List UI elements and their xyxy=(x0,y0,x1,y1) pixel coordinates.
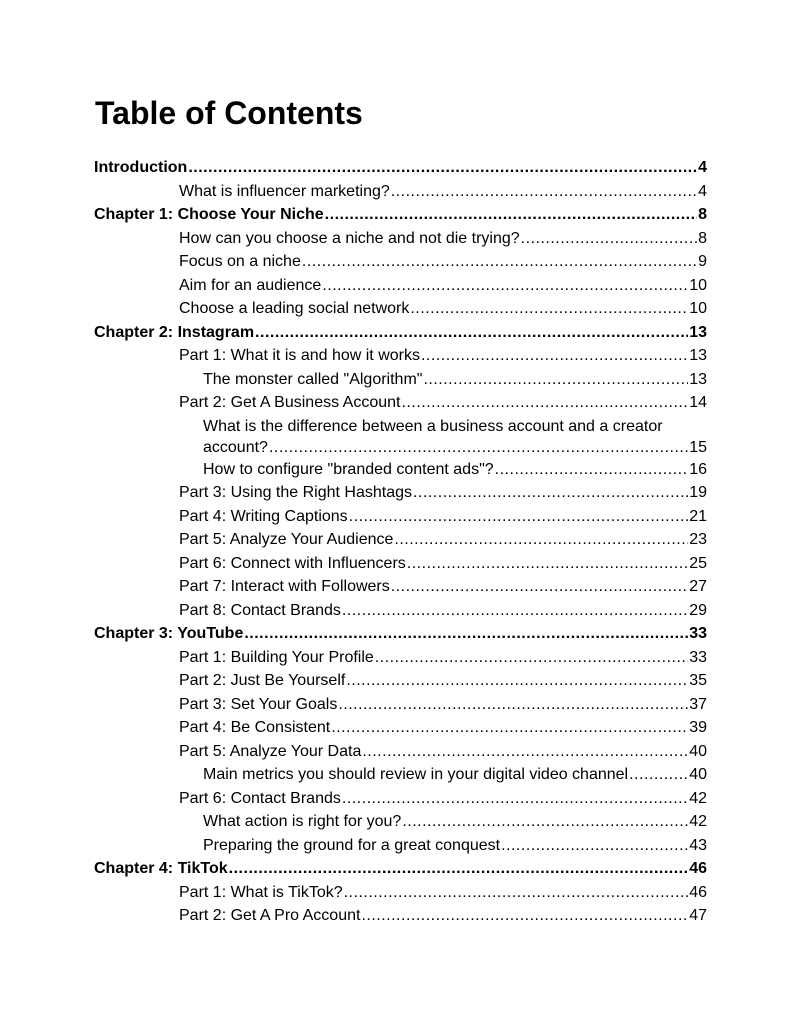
toc-entry[interactable] xyxy=(0,251,707,275)
toc-entry[interactable] xyxy=(0,670,707,694)
dot-leader xyxy=(410,298,688,319)
toc-entry-page: 47 xyxy=(689,907,707,924)
toc-entry[interactable] xyxy=(0,345,707,369)
toc-entry-page: 46 xyxy=(689,883,707,901)
dot-leader xyxy=(413,482,688,503)
toc-entry-page: 13 xyxy=(689,370,707,388)
toc-entry-title: Preparing the ground for a great conquest xyxy=(203,836,501,854)
toc-entry-title: Part 2: Get A Business Account xyxy=(179,394,401,411)
toc-entry-title: What is the difference between a business account and a creator xyxy=(203,417,663,435)
dot-leader xyxy=(269,437,688,458)
toc-entry-page: 42 xyxy=(689,813,707,830)
toc-entry-title: Part 1: Building Your Profile xyxy=(179,648,374,666)
dot-leader xyxy=(342,788,688,809)
toc-entry-title: Part 5: Analyze Your Data xyxy=(179,742,362,760)
toc-entry-page: 25 xyxy=(689,554,707,572)
toc-entry-title: Part 4: Writing Captions xyxy=(179,507,348,525)
toc-entry-title-continued: account? xyxy=(203,438,268,456)
toc-entry-title: Chapter 1: Choose Your Niche xyxy=(94,206,324,223)
toc-entry[interactable] xyxy=(0,482,707,506)
toc-entry-title: Part 2: Get A Pro Account xyxy=(179,907,361,924)
toc-entry[interactable] xyxy=(0,181,707,205)
dot-leader xyxy=(407,553,688,574)
toc-entry-title: What action is right for you? xyxy=(203,813,402,830)
toc-entry-title: Aim for an audience xyxy=(179,276,322,294)
toc-entry[interactable] xyxy=(0,764,707,788)
dot-leader xyxy=(495,459,689,480)
toc-entry-title: Part 6: Connect with Influencers xyxy=(179,554,406,572)
dot-leader xyxy=(391,181,697,202)
toc-entry[interactable] xyxy=(0,835,707,859)
toc-entry[interactable] xyxy=(0,322,707,346)
dot-leader xyxy=(331,717,688,738)
dot-leader xyxy=(629,764,688,785)
toc-entry-title: Chapter 3: YouTube xyxy=(94,625,244,642)
dot-leader xyxy=(344,882,689,903)
toc-entry-title: The monster called "Algorithm" xyxy=(203,370,423,388)
toc-entry-page: 8 xyxy=(698,229,707,247)
toc-entry-page: 40 xyxy=(689,766,707,783)
toc-entry-page: 14 xyxy=(689,394,707,411)
toc-entry[interactable] xyxy=(0,157,707,181)
toc-entry-title: Chapter 2: Instagram xyxy=(94,323,255,341)
dot-leader xyxy=(322,275,688,296)
dot-leader xyxy=(229,858,689,879)
dot-leader xyxy=(342,600,688,621)
toc-entry[interactable] xyxy=(0,576,707,600)
toc-entry[interactable] xyxy=(0,553,707,577)
toc-entry-title: Introduction xyxy=(94,159,188,176)
toc-entry-title: Part 5: Analyze Your Audience xyxy=(179,531,394,548)
toc-entry[interactable] xyxy=(0,788,707,812)
toc-entry-page: 19 xyxy=(689,484,707,501)
toc-entry-page: 4 xyxy=(698,182,707,200)
dot-leader xyxy=(501,835,688,856)
toc-entry[interactable] xyxy=(0,529,707,553)
toc-entry-page: 23 xyxy=(689,531,707,548)
dot-leader xyxy=(394,529,688,550)
toc-entry-page: 43 xyxy=(689,836,707,854)
toc-entry[interactable] xyxy=(0,741,707,765)
toc-entry-page: 4 xyxy=(698,159,707,176)
toc-entry-title: Part 3: Set Your Goals xyxy=(179,695,338,713)
toc-entry[interactable] xyxy=(0,416,707,459)
toc-entry-page: 13 xyxy=(689,323,707,341)
dot-leader xyxy=(244,623,688,644)
dot-leader xyxy=(521,228,697,249)
toc-entry-title: Part 3: Using the Right Hashtags xyxy=(179,484,413,501)
toc-entry-title: Part 4: Be Consistent xyxy=(179,719,331,736)
toc-entry[interactable] xyxy=(0,647,707,671)
dot-leader xyxy=(401,392,688,413)
toc-entry-page: 10 xyxy=(689,300,707,317)
toc-entry-title: Part 8: Contact Brands xyxy=(179,601,341,619)
toc-entry[interactable] xyxy=(0,369,707,393)
toc-entry[interactable] xyxy=(0,811,707,835)
toc-entry-page: 33 xyxy=(689,625,707,642)
toc-entry[interactable] xyxy=(0,275,707,299)
dot-leader xyxy=(188,157,697,178)
toc-entry-page: 27 xyxy=(689,578,707,595)
toc-entry-page: 35 xyxy=(689,672,707,689)
toc-entry-page: 21 xyxy=(689,507,707,525)
dot-leader xyxy=(391,576,688,597)
toc-entry-title: Part 7: Interact with Followers xyxy=(179,578,390,595)
dot-leader xyxy=(346,670,688,691)
dot-leader xyxy=(338,694,688,715)
dot-leader xyxy=(362,741,688,762)
dot-leader xyxy=(325,204,697,225)
toc-entry[interactable] xyxy=(0,298,707,322)
toc-entry[interactable] xyxy=(0,858,707,882)
toc-entry-title: Choose a leading social network xyxy=(179,300,410,317)
toc-entry-title: Part 1: What is TikTok? xyxy=(179,883,343,901)
toc-entry[interactable] xyxy=(0,459,707,483)
toc-entry-page: 29 xyxy=(689,601,707,619)
toc-entry-page: 9 xyxy=(698,253,707,270)
toc-entry[interactable] xyxy=(0,623,707,647)
toc-entry[interactable] xyxy=(0,882,707,906)
toc-entry-title: Main metrics you should review in your digital video channel xyxy=(203,766,629,783)
toc-entry-title: Focus on a niche xyxy=(179,253,301,270)
toc-entry[interactable] xyxy=(0,228,707,252)
table-of-contents xyxy=(0,157,800,929)
toc-entry-page: 46 xyxy=(689,860,707,877)
toc-entry[interactable] xyxy=(0,694,707,718)
toc-entry[interactable] xyxy=(0,506,707,530)
toc-entry-title: What is influencer marketing? xyxy=(179,182,390,200)
toc-entry[interactable] xyxy=(0,204,707,228)
toc-entry-page: 42 xyxy=(689,789,707,807)
toc-entry-page: 39 xyxy=(689,719,707,736)
toc-entry[interactable] xyxy=(0,600,707,624)
toc-entry-page: 37 xyxy=(689,695,707,713)
dot-leader xyxy=(302,251,697,272)
dot-leader xyxy=(361,905,688,926)
dot-leader xyxy=(402,811,688,832)
toc-entry-title: How can you choose a niche and not die trying? xyxy=(179,229,520,247)
toc-entry[interactable] xyxy=(0,717,707,741)
dot-leader xyxy=(375,647,688,668)
toc-entry-page: 40 xyxy=(689,742,707,760)
page-title: Table of Contents xyxy=(95,95,363,131)
toc-entry-page: 16 xyxy=(689,460,707,478)
dot-leader xyxy=(421,345,688,366)
toc-entry-page: 10 xyxy=(689,276,707,294)
toc-entry-title: Part 2: Just Be Yourself xyxy=(179,672,346,689)
toc-entry-title: Part 6: Contact Brands xyxy=(179,789,341,807)
toc-entry[interactable] xyxy=(0,392,707,416)
dot-leader xyxy=(423,369,688,390)
toc-entry-page: 13 xyxy=(689,347,707,364)
toc-entry-page: 8 xyxy=(698,206,707,223)
toc-entry-title: Part 1: What it is and how it works xyxy=(179,347,420,364)
toc-entry-title: How to configure "branded content ads"? xyxy=(203,460,494,478)
toc-entry-title: Chapter 4: TikTok xyxy=(94,860,228,877)
toc-entry[interactable] xyxy=(0,905,707,929)
dot-leader xyxy=(349,506,689,527)
toc-entry-page: 33 xyxy=(689,648,707,666)
toc-entry-page: 15 xyxy=(689,438,707,456)
dot-leader xyxy=(255,322,688,343)
